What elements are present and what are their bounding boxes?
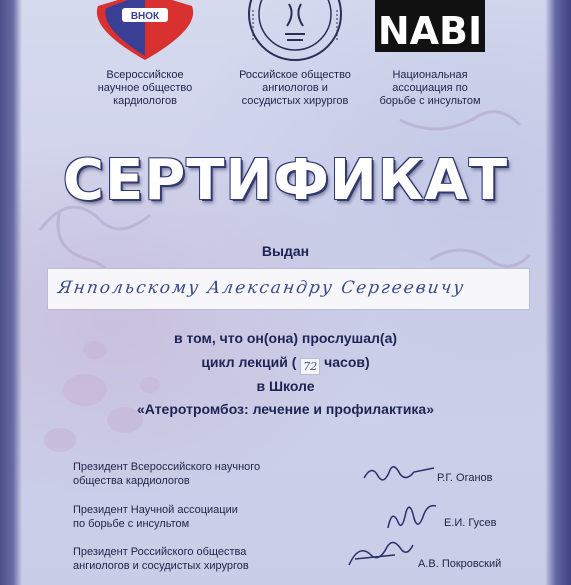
- hours-value: 72: [300, 358, 320, 375]
- signature-name-pokrovsky: А.В. Покровский: [418, 558, 502, 570]
- signature-name-gusev: Е.И. Гусев: [444, 517, 497, 529]
- vnok-logo-block: [70, 0, 220, 108]
- issued-label: Выдан: [261, 243, 310, 259]
- signature-label-oganov: [73, 460, 313, 488]
- school-name: «Атеротромбоз: лечение и профилактика»: [136, 401, 435, 417]
- signature-label-line: ангиологов и сосудистых хирургов: [73, 560, 249, 572]
- vnok-caption-line: научное общество: [97, 82, 193, 94]
- signature-label-line: по борьбе с инсультом: [73, 518, 190, 530]
- vnok-caption-line: кардиологов: [113, 95, 177, 107]
- nabi-caption-line: ассоциация по: [392, 82, 468, 94]
- recipient-name-field: [47, 268, 530, 310]
- lecture-cycle-line: [0, 354, 571, 375]
- nabi-logo-text: NABI: [377, 9, 483, 53]
- certificate-title: СЕРТИФИКАТ: [62, 148, 509, 213]
- rosa-caption-line: ангиологов и: [262, 82, 328, 94]
- school-line: в Школе: [256, 378, 315, 394]
- signature-mark-oganov: [360, 458, 440, 488]
- attendance-line: в том, что он(она) прослушал(а): [173, 330, 398, 346]
- nabi-caption-line: Национальная: [392, 69, 468, 81]
- rosa-caption-line: сосудистых хирургов: [241, 95, 349, 107]
- vnok-heart-logo: [70, 0, 220, 62]
- signature-label-gusev: [73, 503, 313, 531]
- signature-label-line: Президент Всероссийского научного: [73, 461, 261, 473]
- vnok-caption-line: Всероссийское: [106, 69, 184, 81]
- nabi-logo-block: [355, 0, 505, 108]
- signature-label-pokrovsky: [73, 545, 313, 573]
- signature-mark-pokrovsky: [345, 537, 415, 573]
- rosa-caption-line: Российское общество: [239, 69, 351, 81]
- recipient-name: Янпольскому Александру Сергеевичу: [56, 278, 467, 298]
- lecture-cycle-suffix: часов): [324, 354, 370, 370]
- signature-name-oganov: Р.Г. Оганов: [437, 472, 493, 484]
- signature-label-line: общества кардиологов: [73, 475, 190, 487]
- nabi-caption-line: борьбе с инсультом: [379, 95, 481, 107]
- nabi-logo: [355, 0, 505, 62]
- signature-label-line: Президент Научной ассоциации: [73, 504, 238, 516]
- signature-mark-gusev: [382, 498, 442, 534]
- lecture-cycle-prefix: цикл лекций (: [201, 354, 297, 370]
- vnok-logo-text: ВНОК: [130, 11, 160, 22]
- signature-label-line: Президент Российского общества: [73, 546, 247, 558]
